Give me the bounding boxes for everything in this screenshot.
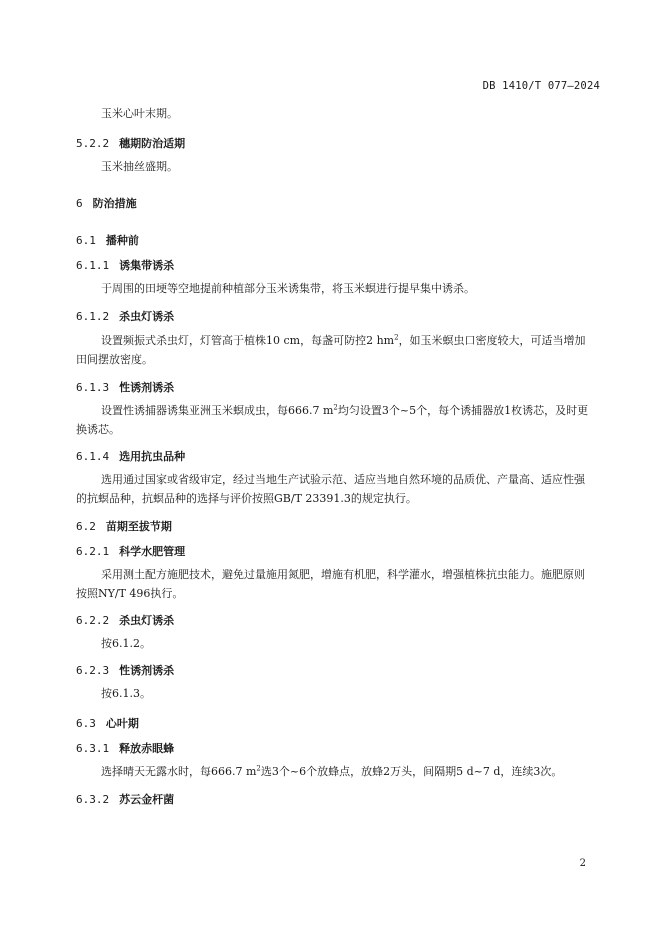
paragraph-text: 设置频振式杀虫灯，灯管高于植株10 cm，每盏可防控2 hm — [101, 334, 395, 347]
section-number: 6.3.2 — [76, 793, 110, 806]
section-title: 杀虫灯诱杀 — [119, 310, 175, 323]
superscript: 2 — [256, 764, 261, 773]
section-heading — [76, 232, 139, 248]
section-title: 诱集带诱杀 — [119, 259, 175, 272]
document-number: DB 1410/T 077—2024 — [482, 80, 600, 92]
section-title: 释放赤眼蜂 — [119, 742, 175, 755]
section-title: 心叶期 — [105, 717, 139, 730]
section-number: 6.2.2 — [76, 614, 110, 627]
section-number: 6.1.4 — [76, 450, 110, 463]
section-title: 选用抗虫品种 — [119, 450, 186, 463]
section-title: 苗期至拔节期 — [105, 520, 172, 533]
section-title: 播种前 — [105, 234, 139, 247]
paragraph — [76, 331, 592, 369]
section-title: 穗期防治适期 — [119, 137, 186, 150]
paragraph: 于周围的田埂等空地提前种植部分玉米诱集带，将玉米螟进行提早集中诱杀。 — [101, 282, 475, 295]
paragraph-text: 均匀设置3个~5个，每个诱捕器放1枚诱芯，及时更换诱芯。 — [76, 404, 589, 436]
paragraph — [76, 401, 592, 439]
section-heading — [76, 740, 174, 756]
section-number: 5.2.2 — [76, 137, 110, 150]
paragraph-text: ，如玉米螟虫口密度较大，可适当增加田间摆放密度。 — [76, 334, 586, 366]
paragraph-text: 选择晴天无露水时，每666.7 m — [101, 765, 257, 778]
paragraph: 玉米抽丝盛期。 — [101, 160, 178, 173]
paragraph: 按6.1.3。 — [101, 687, 151, 700]
section-number: 6.2.3 — [76, 664, 110, 677]
section-heading — [76, 308, 174, 324]
paragraph: 选用通过国家或省级审定，经过当地生产试验示范、适应当地自然环境的品质优、产量高、适应性强的抗螟品种，抗螟品种的选择与评价按照GB/T 23391.3的规定执行。 — [76, 473, 585, 505]
section-number: 6.3 — [76, 717, 96, 730]
paragraph: 按6.1.2。 — [101, 637, 151, 650]
section-number: 6 — [76, 197, 83, 210]
section-number: 6.1.1 — [76, 259, 110, 272]
superscript: 2 — [333, 403, 338, 412]
section-heading — [76, 791, 174, 807]
section-heading — [76, 257, 174, 273]
section-heading — [76, 135, 185, 151]
paragraph: 采用测土配方施肥技术，避免过量施用氮肥，增施有机肥，科学灌水，增强植株抗虫能力。施肥原则按照NY/T 496执行。 — [76, 568, 585, 600]
section-number: 6.2 — [76, 520, 96, 533]
section-heading — [76, 543, 185, 559]
paragraph-text: 设置性诱捕器诱集亚洲玉米螟成虫，每666.7 m — [101, 404, 334, 417]
section-title: 杀虫灯诱杀 — [119, 614, 175, 627]
section-title: 性诱剂诱杀 — [119, 664, 175, 677]
section-heading — [76, 715, 139, 731]
section-number: 6.1.3 — [76, 381, 110, 394]
section-number: 6.1 — [76, 234, 96, 247]
section-heading — [76, 662, 174, 678]
section-heading — [76, 379, 174, 395]
section-heading — [76, 195, 137, 211]
section-title: 科学水肥管理 — [119, 545, 186, 558]
section-number: 6.1.2 — [76, 310, 110, 323]
paragraph — [76, 762, 592, 781]
section-title: 防治措施 — [92, 197, 137, 210]
section-heading — [76, 518, 172, 534]
section-heading — [76, 448, 185, 464]
superscript: 2 — [394, 333, 399, 342]
section-number: 6.2.1 — [76, 545, 110, 558]
section-heading — [76, 612, 174, 628]
section-number: 6.3.1 — [76, 742, 110, 755]
section-title: 性诱剂诱杀 — [119, 381, 175, 394]
paragraph: 玉米心叶末期。 — [101, 107, 178, 120]
paragraph-text: 选3个~6个放蜂点，放蜂2万头，间隔期5 d~7 d，连续3次。 — [260, 765, 563, 778]
section-title: 苏云金杆菌 — [119, 793, 175, 806]
page-number: 2 — [579, 858, 586, 869]
